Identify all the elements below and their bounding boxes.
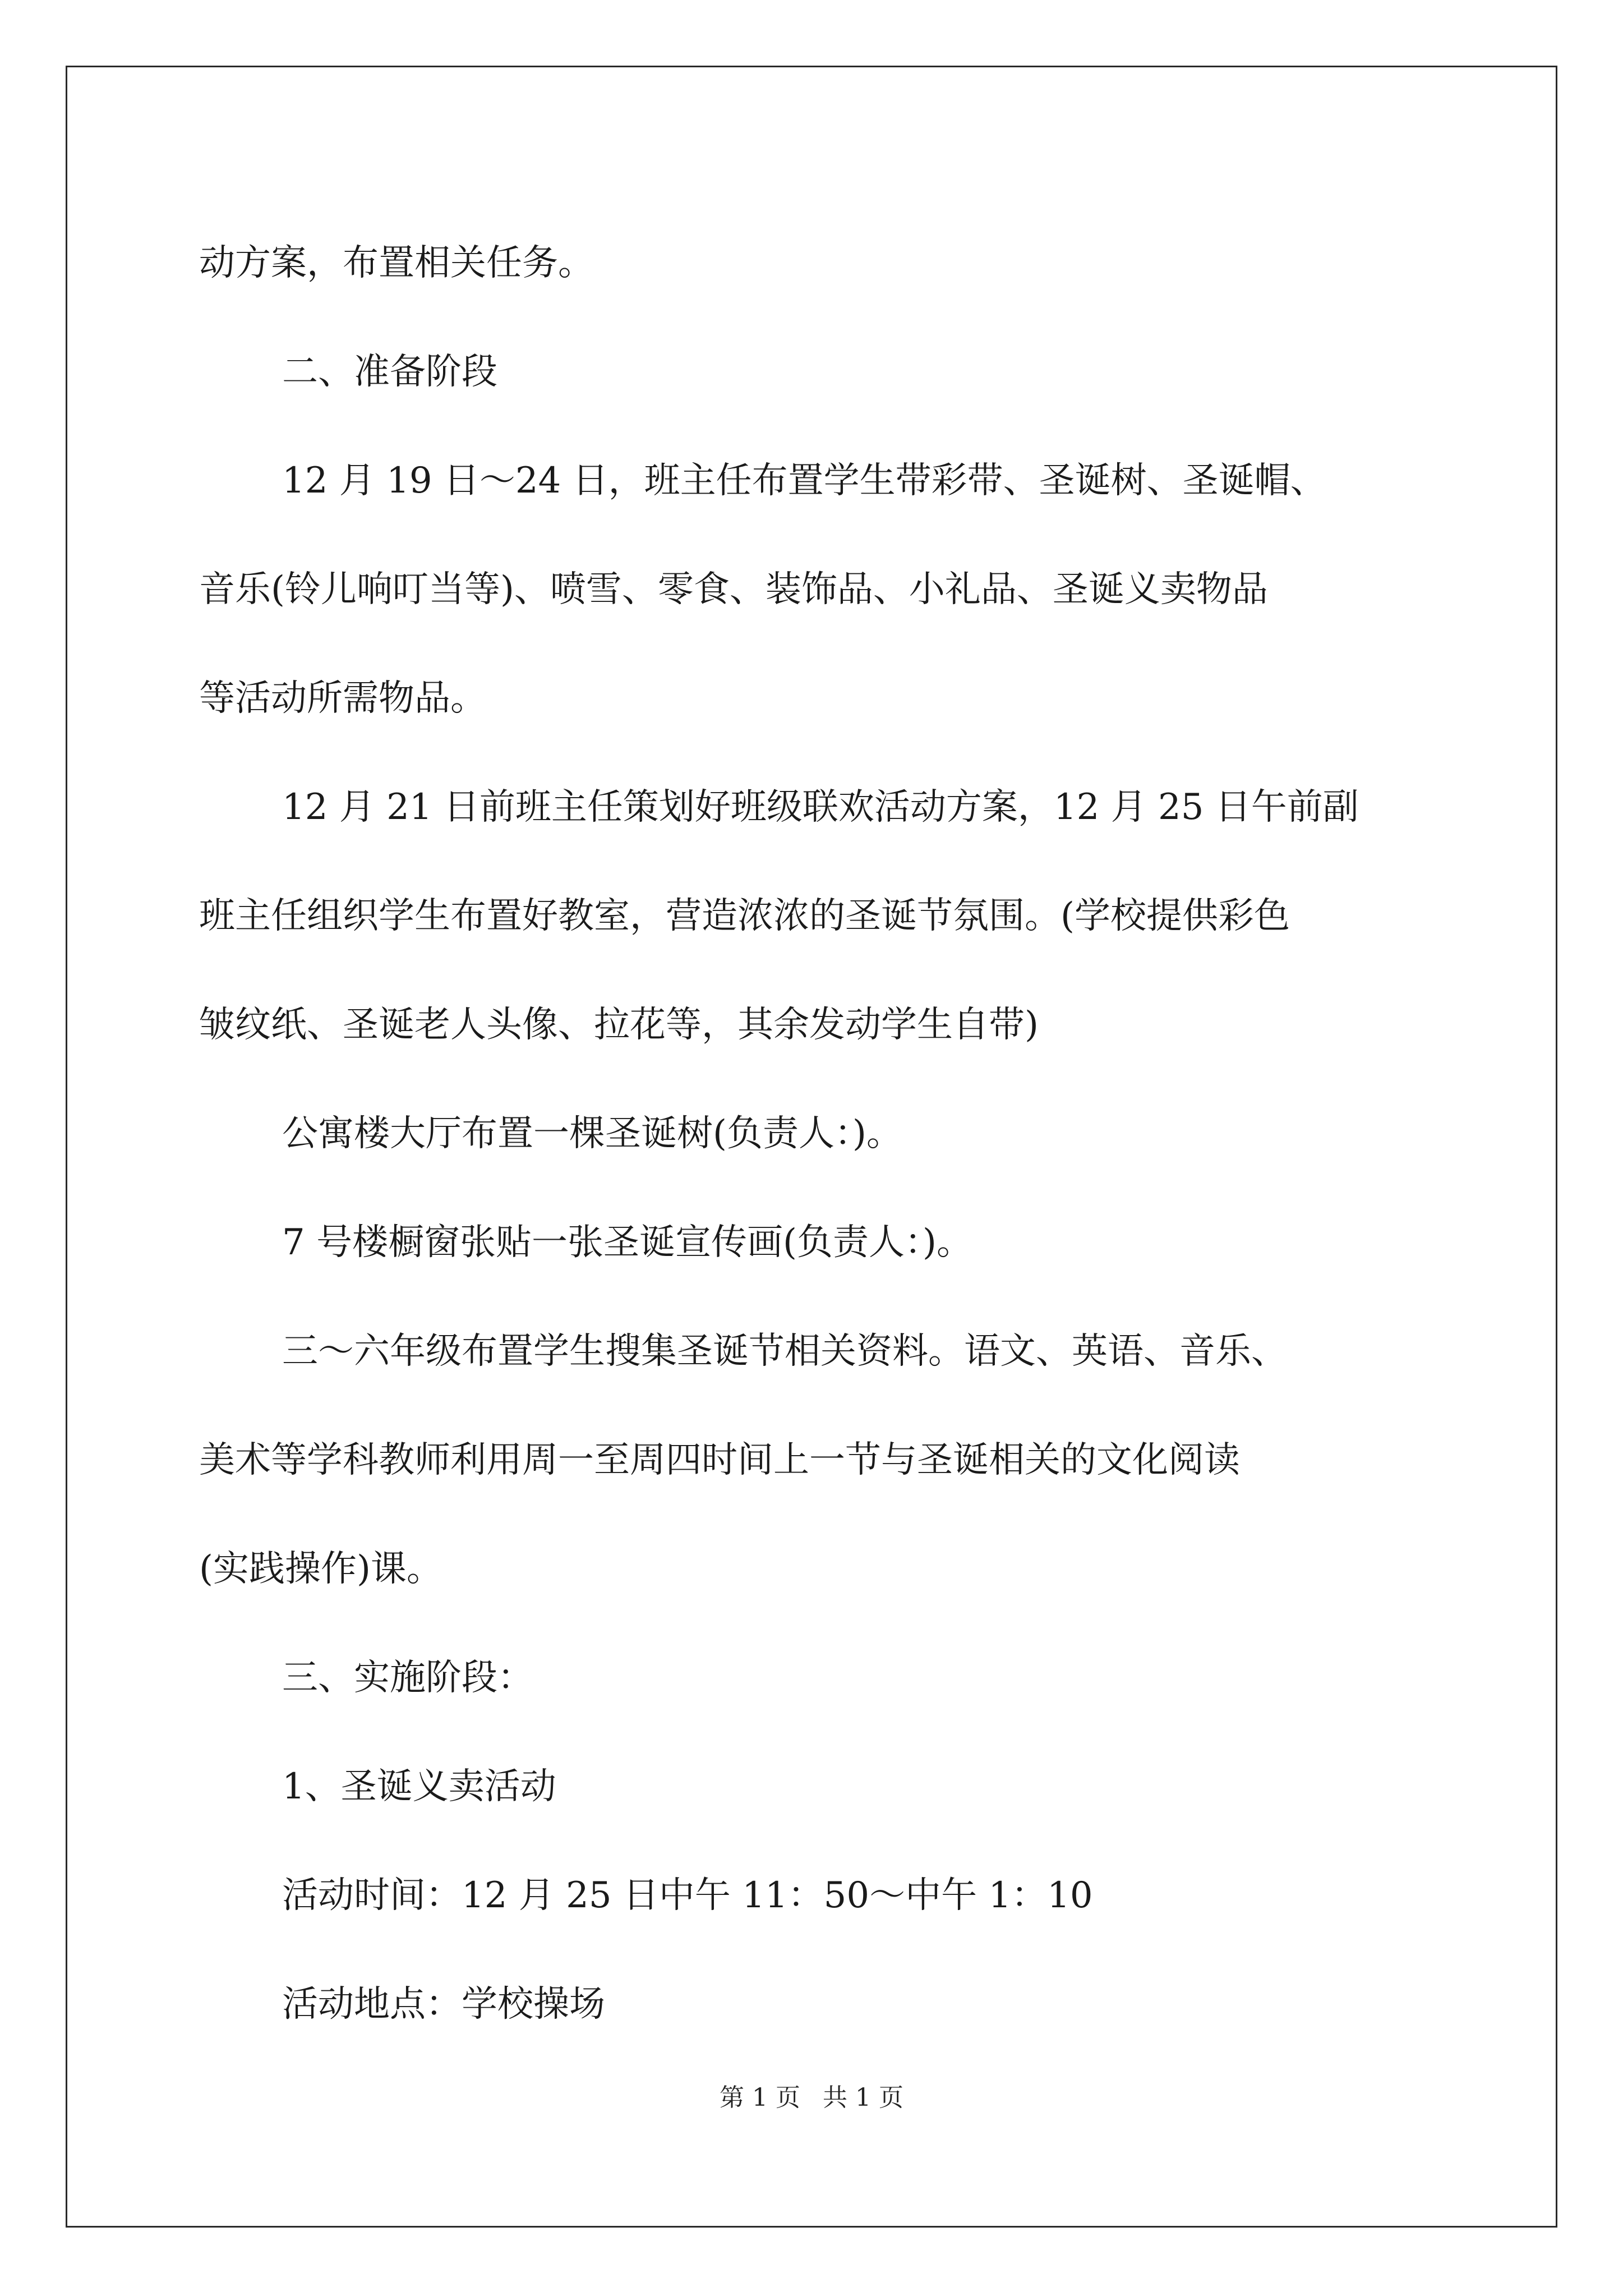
subsection-heading: 1、圣诞义卖活动	[282, 1766, 556, 1807]
paragraph-line: 三～六年级布置学生搜集圣诞节相关资料。语文、英语、音乐、	[282, 1331, 1287, 1372]
document-body	[199, 209, 1427, 2059]
paragraph-line: 12 月 21 日前班主任策划好班级联欢活动方案，12 月 25 日午前副	[282, 786, 1359, 828]
paragraph-line: 动方案，布置相关任务。	[199, 242, 594, 284]
paragraph-line: 活动地点：学校操场	[282, 1984, 605, 2025]
paragraph-line: 皱纹纸、圣诞老人头像、拉花等，其余发动学生自带)	[199, 1004, 1039, 1046]
page-footer	[0, 2081, 1623, 2115]
section-heading: 三、实施阶段：	[282, 1657, 533, 1699]
page-number: 第 1 页	[720, 2083, 800, 2112]
paragraph-line: 7 号楼橱窗张贴一张圣诞宣传画(负责人：)。	[282, 1222, 972, 1263]
section-heading: 二、准备阶段	[282, 351, 497, 393]
paragraph-line: 音乐(铃儿响叮当等)、喷雪、零食、装饰品、小礼品、圣诞义卖物品	[199, 569, 1268, 610]
paragraph-line: (实践操作)课。	[199, 1548, 442, 1590]
paragraph-line: 班主任组织学生布置好教室，营造浓浓的圣诞节氛围。(学校提供彩色	[199, 895, 1290, 937]
page-total: 共 1 页	[823, 2083, 903, 2112]
paragraph-line: 公寓楼大厅布置一棵圣诞树(负责人：)。	[282, 1113, 902, 1154]
paragraph-line: 美术等学科教师利用周一至周四时间上一节与圣诞相关的文化阅读	[199, 1439, 1240, 1481]
paragraph-line: 12 月 19 日～24 日，班主任布置学生带彩带、圣诞树、圣诞帽、	[282, 460, 1326, 501]
paragraph-line: 活动时间：12 月 25 日中午 11：50～中午 1：10	[282, 1875, 1093, 1916]
paragraph-line: 等活动所需物品。	[199, 678, 486, 719]
